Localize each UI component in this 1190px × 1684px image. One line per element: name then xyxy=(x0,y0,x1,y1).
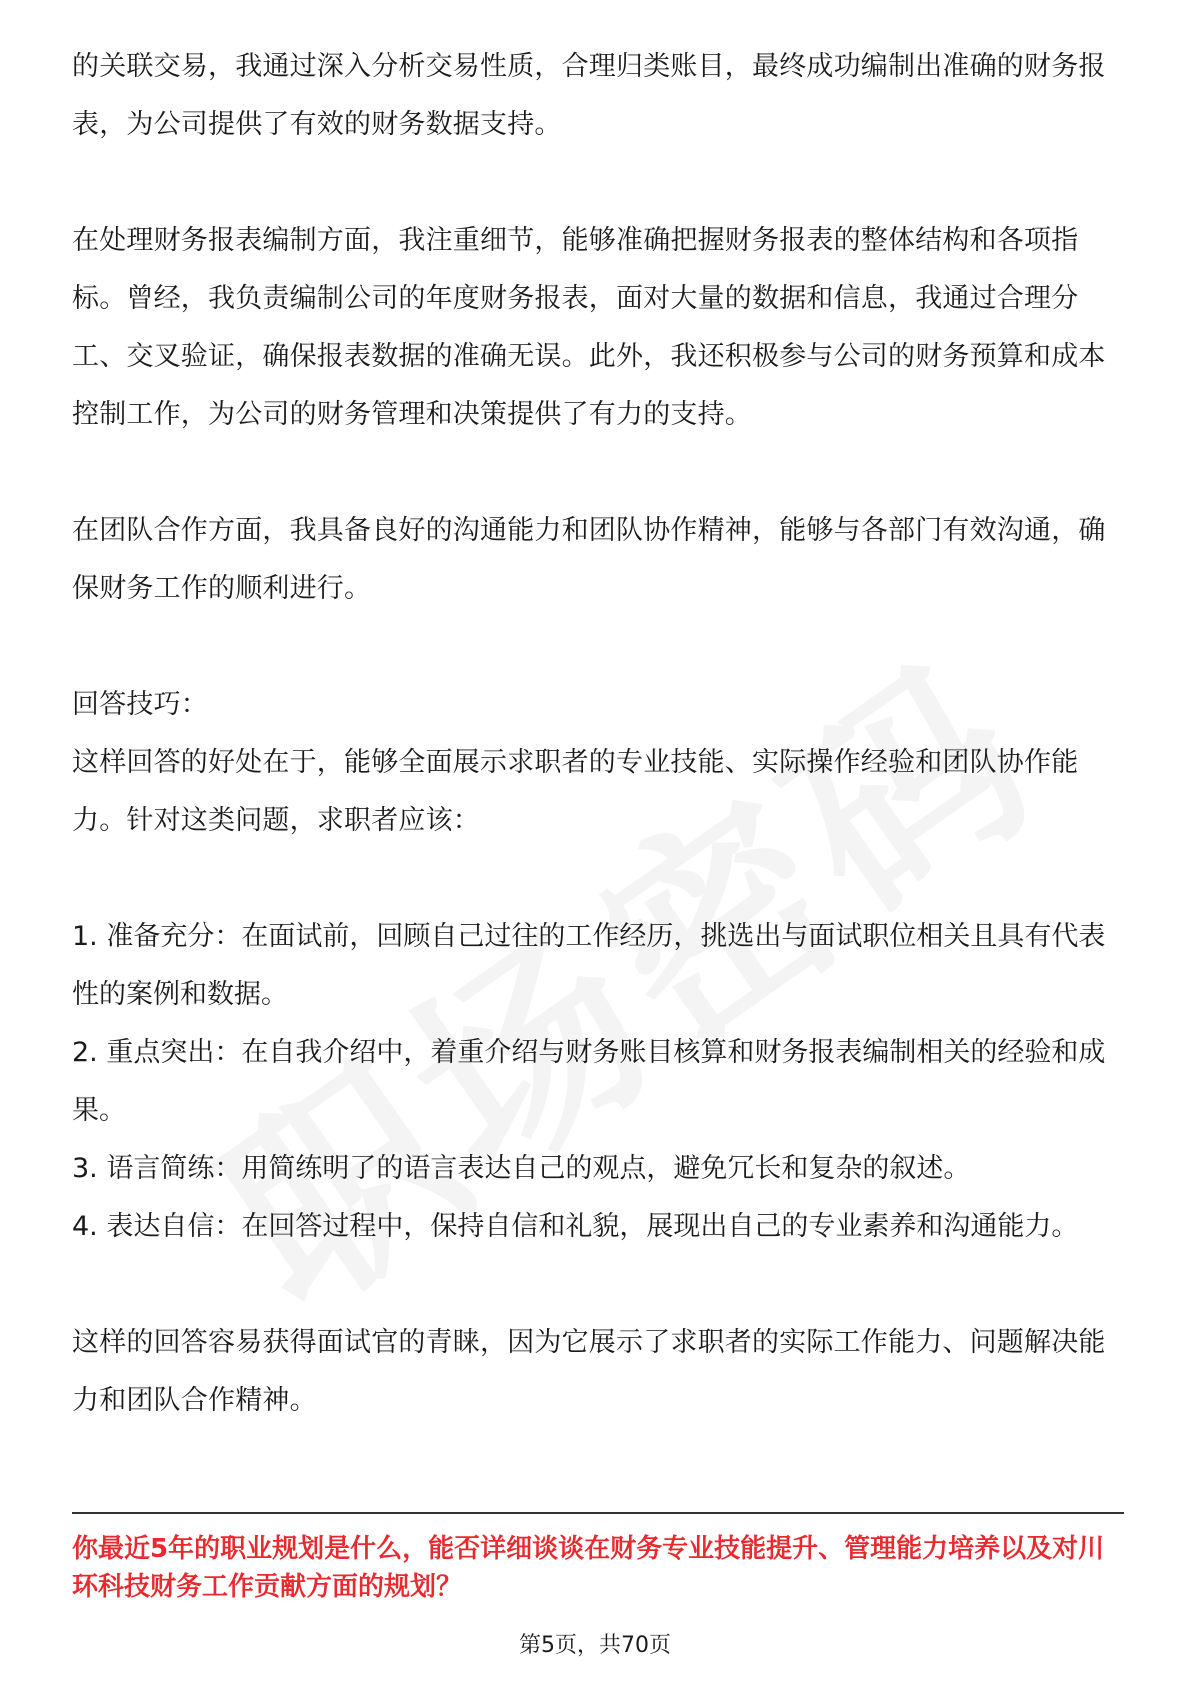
list-item: 2. 重点突出：在自我介绍中，着重介绍与财务账目核算和财务报表编制相关的经验和成果。 xyxy=(72,1037,1106,1126)
list-item: 3. 语言简练：用简练明了的语言表达自己的观点，避免冗长和复杂的叙述。 xyxy=(72,1153,971,1184)
paragraph-2: 在处理财务报表编制方面，我注重细节，能够准确把握财务报表的整体结构和各项指标。曾经，我负责编制公司的年度财务报表，面对大量的数据和信息，我通过合理分工、交叉验证，确保报表数据的准确无误。此外，我还积极参与公司的财务预算和成本控制工作，为公司的财务管理和决策提供了有力的支持。 xyxy=(72,225,1106,430)
paragraph-3: 在团队合作方面，我具备良好的沟通能力和团队协作精神，能够与各部门有效沟通，确保财务工作的顺利进行。 xyxy=(72,515,1106,604)
tips-list xyxy=(72,908,1124,1256)
tips-heading: 回答技巧： xyxy=(72,689,208,720)
list-item: 1. 准备充分：在面试前，回顾自己过往的工作经历，挑选出与面试职位相关且具有代表性的案例和数据。 xyxy=(72,921,1106,1010)
tips-conclusion: 这样的回答容易获得面试官的青睐，因为它展示了求职者的实际工作能力、问题解决能力和团队合作精神。 xyxy=(72,1327,1106,1416)
section-divider xyxy=(72,1512,1124,1514)
page-number: 第5页，共70页 xyxy=(519,1633,671,1658)
next-question-heading: 你最近5年的职业规划是什么，能否详细谈谈在财务专业技能提升、管理能力培养以及对川环科技财务工作贡献方面的规划？ xyxy=(72,1534,1105,1602)
list-item: 4. 表达自信：在回答过程中，保持自信和礼貌，展现出自己的专业素养和沟通能力。 xyxy=(72,1211,1079,1242)
answer-body xyxy=(72,38,1124,1430)
tips-intro: 这样回答的好处在于，能够全面展示求职者的专业技能、实际操作经验和团队协作能力。针对这类问题，求职者应该： xyxy=(72,747,1079,836)
paragraph-1: 的关联交易，我通过深入分析交易性质，合理归类账目，最终成功编制出准确的财务报表，为公司提供了有效的财务数据支持。 xyxy=(72,51,1106,140)
